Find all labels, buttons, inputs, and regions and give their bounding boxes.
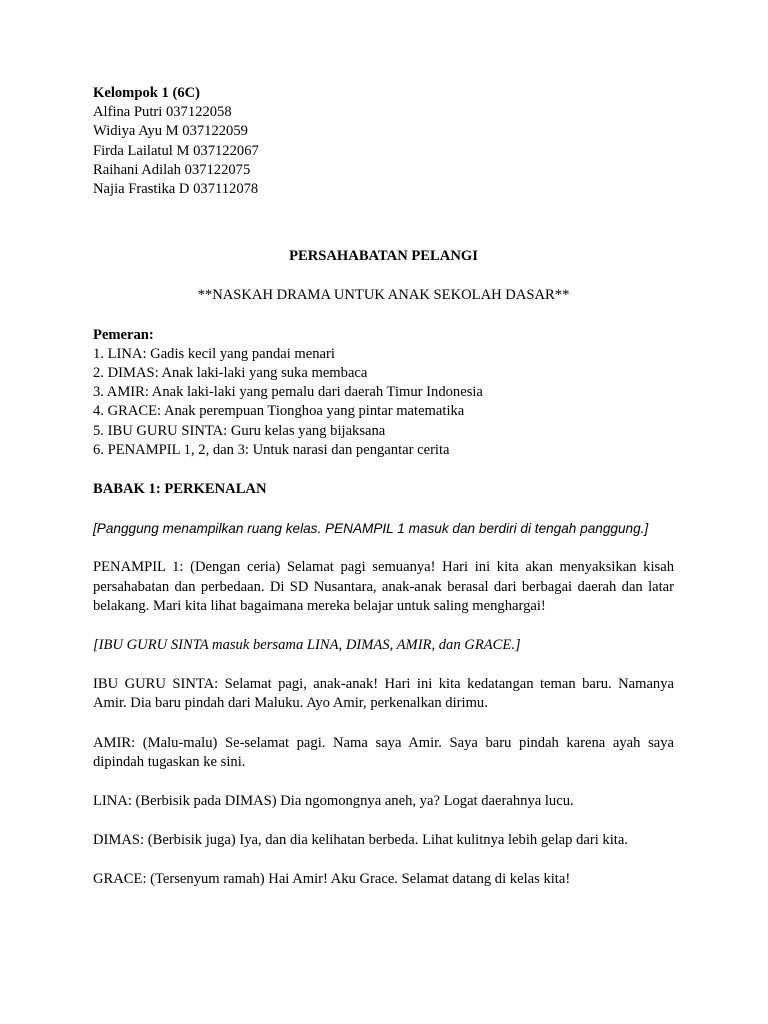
member-line: Widiya Ayu M 037122059	[93, 123, 248, 140]
group-title: Kelompok 1 (6C)	[93, 85, 201, 101]
member-line: Najia Frastika D 037112078	[93, 181, 259, 198]
dialog-paragraph: GRACE: (Tersenyum ramah) Hai Amir! Aku Grace. Selamat datang di kelas kita!	[93, 871, 571, 888]
member-line: Firda Lailatul M 037122067	[93, 142, 259, 159]
dialog-paragraph: LINA: (Berbisik pada DIMAS) Dia ngomongnya aneh, ya? Logat daerahnya lucu.	[93, 793, 574, 810]
act-heading: BABAK 1: PERKENALAN	[93, 481, 267, 498]
dialog-paragraph: IBU GURU SINTA: Selamat pagi, anak-anak! Hari ini kita kedatangan teman baru. Namanya Amir. Dia baru pindah dari Maluku. Ayo Amir, perkenalkan dirimu.	[93, 676, 674, 712]
drama-subtitle: **NASKAH DRAMA UNTUK ANAK SEKOLAH DASAR**	[197, 287, 570, 304]
stage-direction: [Panggung menampilkan ruang kelas. PENAMPIL 1 masuk dan berdiri di tengah panggung.]	[93, 521, 649, 537]
document-page	[93, 84, 674, 890]
dialog-paragraph: DIMAS: (Berbisik juga) Iya, dan dia kelihatan berbeda. Lihat kulitnya lebih gelap dari kita.	[93, 832, 628, 849]
dialog-paragraph: AMIR: (Malu-malu) Se-selamat pagi. Nama saya Amir. Saya baru pindah karena ayah saya dipindah tugaskan ke sini.	[93, 734, 674, 770]
narration-paragraph: PENAMPIL 1: (Dengan ceria) Selamat pagi semuanya! Hari ini kita akan menyaksikan kisah persahabatan dan perbedaan. Di SD Nusantara, anak-anak berasal dari berbagai daerah dan latar belakang. Mari kita lihat bagaimana mereka belajar untuk saling menghargai!	[93, 559, 674, 614]
cast-item: 4. GRACE: Anak perempuan Tionghoa yang pintar matematika	[93, 403, 465, 420]
member-line: Raihani Adilah 037122075	[93, 161, 251, 178]
cast-item: 5. IBU GURU SINTA: Guru kelas yang bijaksana	[93, 422, 386, 439]
cast-heading: Pemeran:	[93, 326, 154, 343]
member-line: Alfina Putri 037122058	[93, 104, 232, 121]
cast-item: 6. PENAMPIL 1, 2, dan 3: Untuk narasi dan pengantar cerita	[93, 441, 450, 458]
cast-item: 3. AMIR: Anak laki-laki yang pemalu dari daerah Timur Indonesia	[93, 384, 483, 401]
stage-direction: [IBU GURU SINTA masuk bersama LINA, DIMAS, AMIR, dan GRACE.]	[93, 637, 521, 654]
cast-item: 2. DIMAS: Anak laki-laki yang suka membaca	[93, 365, 368, 382]
drama-title: PERSAHABATAN PELANGI	[289, 248, 478, 265]
cast-item: 1. LINA: Gadis kecil yang pandai menari	[93, 345, 335, 362]
